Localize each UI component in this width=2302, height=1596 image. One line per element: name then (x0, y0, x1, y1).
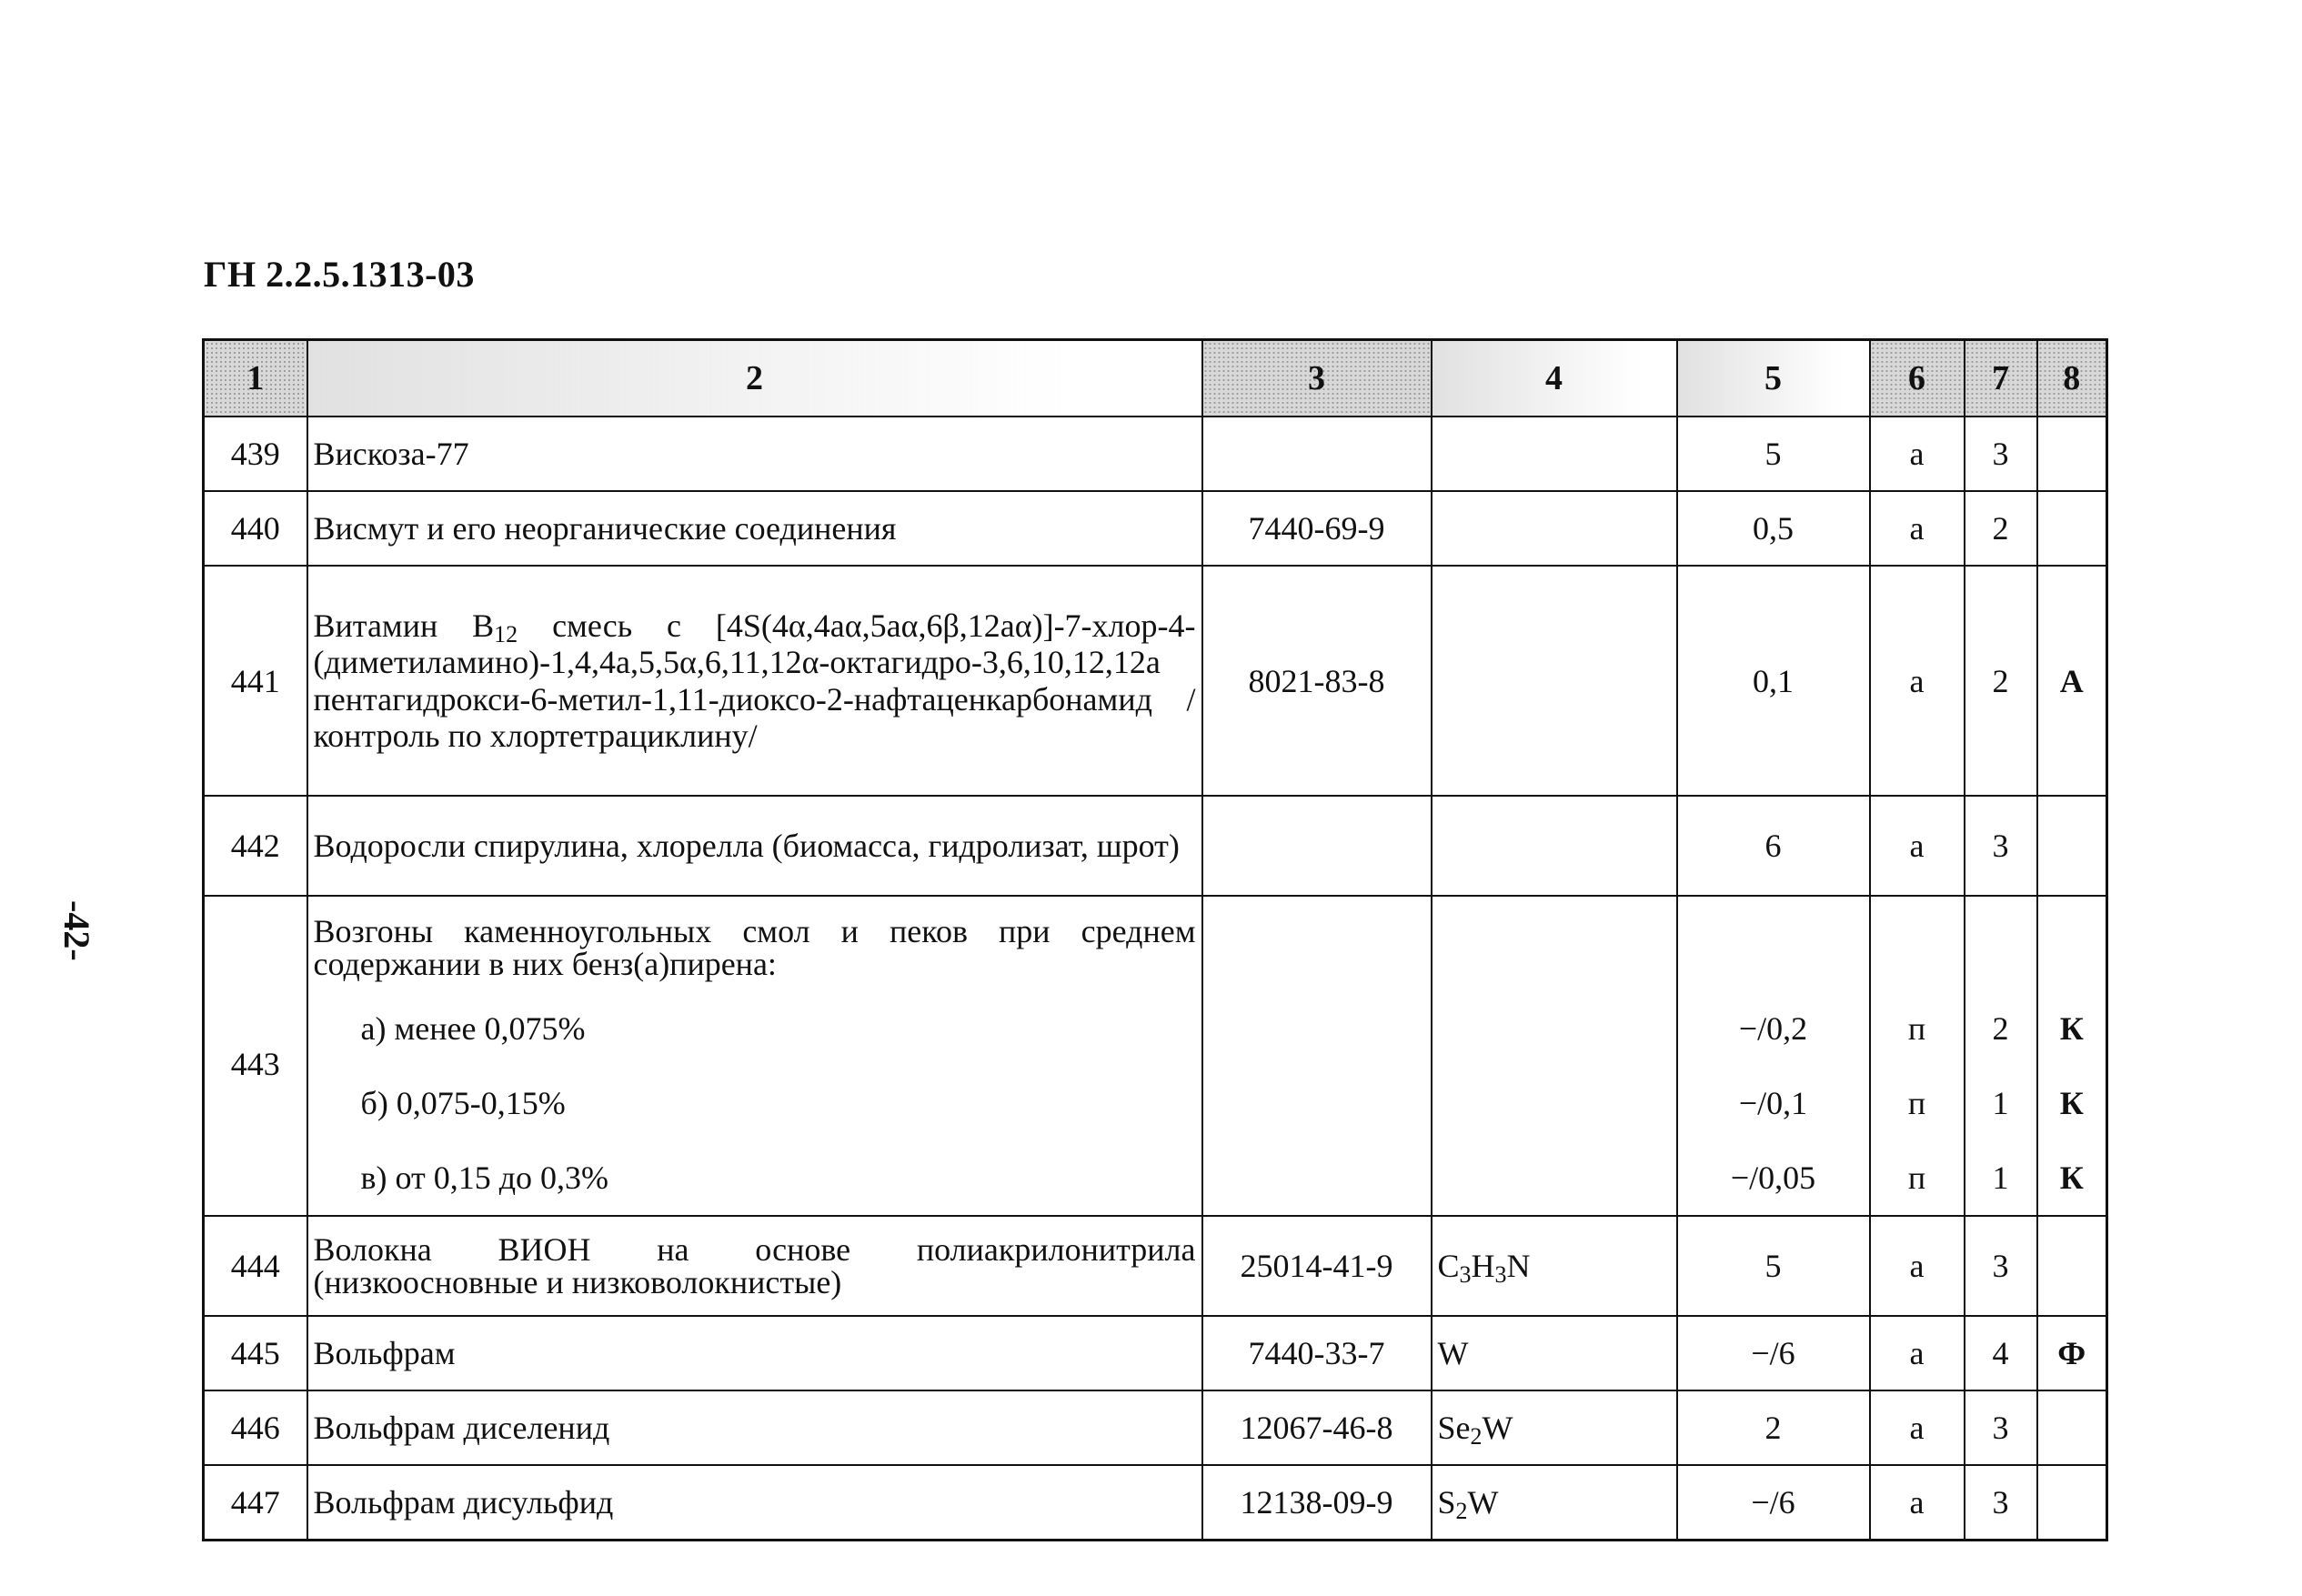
subrow-value: −/0,1 (1738, 1085, 1808, 1121)
subrow-note: К (2059, 1010, 2084, 1047)
column-header: 2 (307, 340, 1202, 417)
table-header-row (204, 340, 2107, 417)
limit-value: 6 (1677, 796, 1870, 896)
formula-part: W (1467, 1483, 1499, 1521)
subrow-state: п (1907, 1010, 1926, 1047)
substance-name (307, 566, 1202, 796)
cas-number (1202, 896, 1432, 1216)
column-header: 7 (1965, 340, 2037, 417)
column-header: 5 (1677, 340, 1870, 417)
row-number-text: 443 (230, 1046, 280, 1082)
substance-name: Вискоза-77 (307, 417, 1202, 491)
substance-name: Водоросли спирулина, хлорелла (биомасса, гидролизат, шрот) (307, 796, 1202, 896)
hazard-class: 3 (1965, 796, 2037, 896)
cas-number: 8021-83-8 (1202, 566, 1432, 796)
subrow-label: б) 0,075-0,15% (360, 1085, 566, 1121)
formula (1432, 566, 1677, 796)
subrow-class: 1 (1992, 1085, 2009, 1121)
hazard-class (1965, 896, 2037, 1216)
row-number: 446 (204, 1390, 307, 1465)
formula-part: W (1482, 1410, 1513, 1446)
note (2037, 1216, 2107, 1316)
cas-number: 25014-41-9 (1202, 1216, 1432, 1316)
table-row (204, 417, 2107, 491)
formula (1432, 417, 1677, 491)
hazard-class: 3 (1965, 1390, 2037, 1465)
substance-name (307, 896, 1202, 1216)
table-row (204, 1390, 2107, 1465)
formula-part: S (1437, 1483, 1456, 1521)
formula (1432, 1390, 1677, 1465)
name-subscript: 12 (494, 620, 518, 647)
note (2037, 796, 2107, 896)
name-part: Витамин В (313, 607, 495, 644)
cas-number: 7440-69-9 (1202, 491, 1432, 566)
table-row (204, 1465, 2107, 1540)
formula-subscript: 3 (1459, 1261, 1472, 1288)
aggregate-state (1870, 896, 1965, 1216)
formula-subscript: 3 (1494, 1261, 1507, 1288)
cas-number: 12067-46-8 (1202, 1390, 1432, 1465)
table-row (204, 896, 2107, 1216)
subrow-note: К (2059, 1085, 2084, 1121)
hygienic-norms-table (202, 338, 2108, 1541)
subrow-value: −/0,05 (1730, 1159, 1816, 1196)
document-code: ГН 2.2.5.1313-03 (204, 254, 475, 295)
aggregate-state: а (1870, 1465, 1965, 1540)
row-number (204, 896, 307, 1216)
subrow-state: п (1907, 1159, 1926, 1196)
cas-number (1202, 417, 1432, 491)
row-number: 445 (204, 1316, 307, 1390)
limit-value: 2 (1677, 1390, 1870, 1465)
row-number: 440 (204, 491, 307, 566)
row-number: 447 (204, 1465, 307, 1540)
formula-part: C (1437, 1248, 1460, 1284)
hazard-class: 3 (1965, 417, 2037, 491)
table-row (204, 796, 2107, 896)
table-row (204, 1216, 2107, 1316)
formula-part: N (1506, 1248, 1531, 1284)
formula-part: H (1471, 1248, 1495, 1284)
hazard-class: 2 (1965, 566, 2037, 796)
limit-value: 0,1 (1677, 566, 1870, 796)
hazard-class: 4 (1965, 1316, 2037, 1390)
note (2037, 896, 2107, 1216)
limit-value (1677, 896, 1870, 1216)
aggregate-state: а (1870, 491, 1965, 566)
column-header: 1 (204, 340, 307, 417)
row-number: 442 (204, 796, 307, 896)
subrow-label: а) менее 0,075% (360, 1010, 586, 1047)
table-row (204, 566, 2107, 796)
note: А (2037, 566, 2107, 796)
hazard-class: 3 (1965, 1465, 2037, 1540)
subrow-note: К (2059, 1159, 2084, 1196)
note (2037, 491, 2107, 566)
row-number: 441 (204, 566, 307, 796)
formula (1432, 796, 1677, 896)
formula-part: Se (1437, 1410, 1471, 1446)
formula-subscript: 2 (1455, 1497, 1468, 1524)
subrow-state: п (1907, 1085, 1926, 1121)
limit-value: −/6 (1677, 1465, 1870, 1540)
aggregate-state: а (1870, 566, 1965, 796)
aggregate-state: а (1870, 1316, 1965, 1390)
column-header: 3 (1202, 340, 1432, 417)
substance-name: Висмут и его неорганические соединения (307, 491, 1202, 566)
substance-name: Волокна ВИОН на основе полиакрилонитрила (низкоосновные и низковолокнистые) (307, 1216, 1202, 1316)
formula (1432, 491, 1677, 566)
table-row (204, 1316, 2107, 1390)
group-title: Возгоны каменноугольных смол и пеков при среднем содержании в них бенз(а)пирена: (313, 913, 1196, 982)
substance-name: Вольфрам (307, 1316, 1202, 1390)
formula (1432, 1216, 1677, 1316)
aggregate-state: а (1870, 796, 1965, 896)
table-row (204, 491, 2107, 566)
cas-number: 7440-33-7 (1202, 1316, 1432, 1390)
column-header: 4 (1432, 340, 1677, 417)
formula-subscript: 2 (1470, 1423, 1483, 1450)
formula (1432, 896, 1677, 1216)
limit-value: 5 (1677, 417, 1870, 491)
hazard-class: 3 (1965, 1216, 2037, 1316)
page-number: -42- (56, 900, 97, 961)
limit-value: −/6 (1677, 1316, 1870, 1390)
note (2037, 1390, 2107, 1465)
limit-value: 0,5 (1677, 491, 1870, 566)
formula: W (1432, 1316, 1677, 1390)
subrow-label: в) от 0,15 до 0,3% (360, 1159, 609, 1196)
hazard-class: 2 (1965, 491, 2037, 566)
row-number: 439 (204, 417, 307, 491)
aggregate-state: а (1870, 1216, 1965, 1316)
subrow-class: 1 (1992, 1159, 2009, 1196)
subrow-value: −/0,2 (1738, 1010, 1808, 1047)
cas-number (1202, 796, 1432, 896)
row-number: 444 (204, 1216, 307, 1316)
note (2037, 1465, 2107, 1540)
cas-number: 12138-09-9 (1202, 1465, 1432, 1540)
note (2037, 417, 2107, 491)
note: Ф (2037, 1316, 2107, 1390)
aggregate-state: а (1870, 417, 1965, 491)
limit-value: 5 (1677, 1216, 1870, 1316)
aggregate-state: а (1870, 1390, 1965, 1465)
substance-name: Вольфрам диселенид (307, 1390, 1202, 1465)
column-header: 8 (2037, 340, 2107, 417)
subrow-class: 2 (1992, 1010, 2009, 1047)
column-header: 6 (1870, 340, 1965, 417)
name-part: смесь с [4S(4α,4aα,5aα,6β,12aα)]-7-хлор-4-(диметиламино)-1,4,4a,5,5α,6,11,12α-октагидро-3,6,10,12,12a пентагидрокси-6-метил-1,11-диоксо-2-нафтаценкарбонамид /контроль по хлортетрациклину/ (313, 607, 1196, 754)
formula (1432, 1465, 1677, 1540)
substance-name: Вольфрам дисульфид (307, 1465, 1202, 1540)
